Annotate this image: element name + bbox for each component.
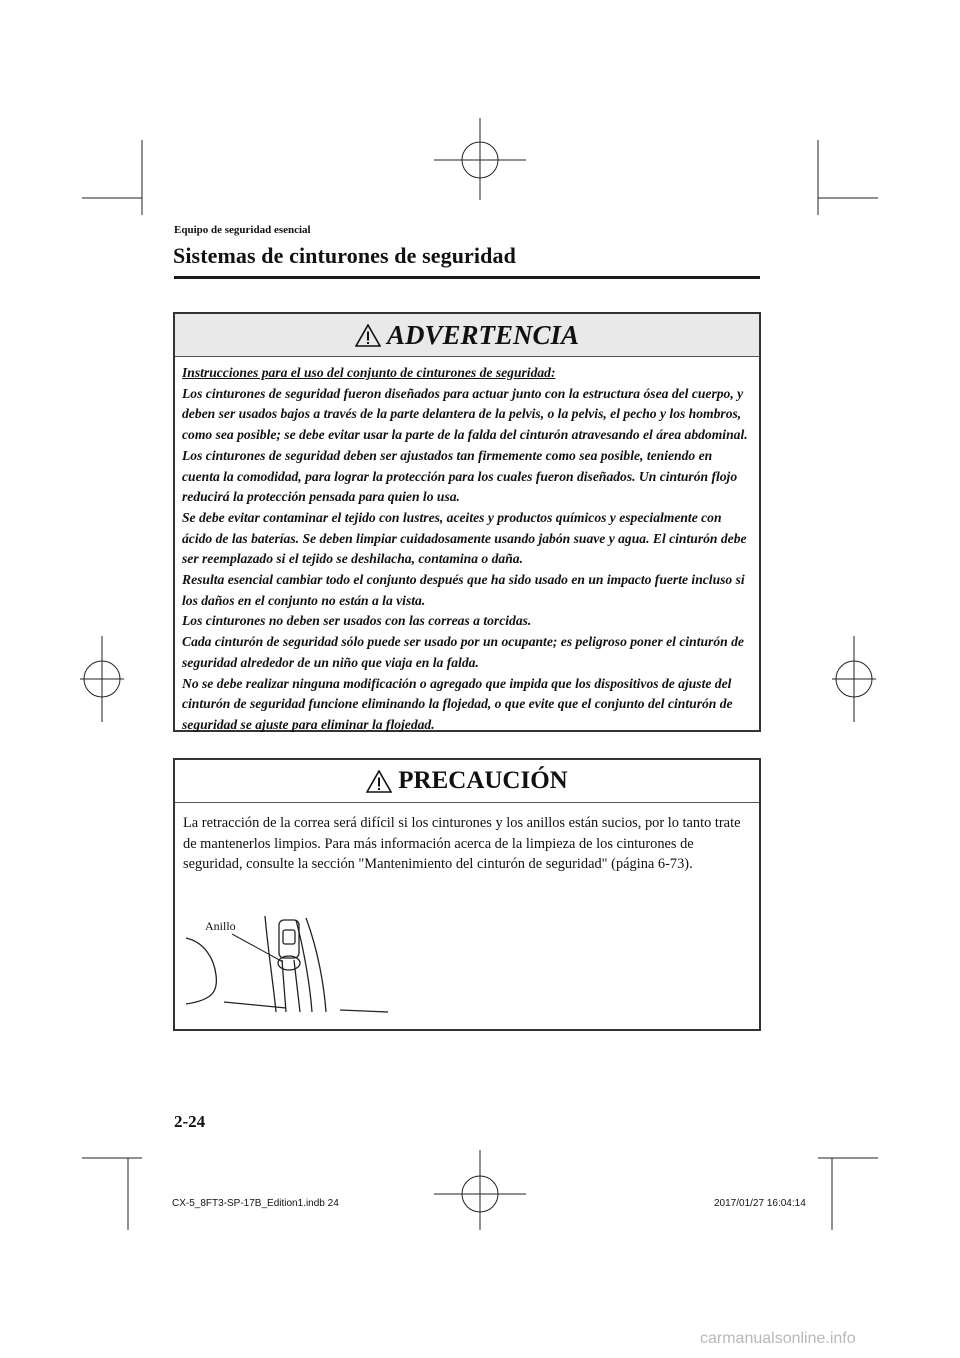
warning-subhead: Instrucciones para el uso del conjunto de cinturones de seguridad: <box>182 365 556 380</box>
page-number: 2-24 <box>174 1112 206 1131</box>
warning-title: ADVERTENCIA <box>386 319 580 350</box>
footer-date-info: 2017/01/27 16:04:14 <box>714 1198 806 1209</box>
warning-paragraph: Se debe evitar contaminar el tejido con lustres, aceites y productos químicos y especialmente con ácido de las baterías. Se deben limpiar cuidadosamente usando jabón suave y agua. El cinturón debe ser reemplazado si el tejido se deshilacha, contamina o daña. <box>182 509 747 567</box>
caution-title: PRECAUCIÓN <box>398 767 568 794</box>
warning-paragraph: Resulta esencial cambiar todo el conjunto después que ha sido usado en un impacto fuerte incluso si los daños en el conjunto no están a la vista. <box>182 572 745 608</box>
warning-paragraph: Los cinturones de seguridad fueron diseñados para actuar junto con la estructura ósea del cuerpo, y deben ser usados bajos a través de la parte delantera de la pelvis, o la pelvis, el pecho y los hombros, como sea posible; se debe evitar usar la parte de la falda del cinturón atravesando el área abdominal. <box>182 385 748 443</box>
caution-text: La retracción de la correa será difícil si los cinturones y los anillos están sucios, por lo tanto trate de mantenerlos limpios. Para más información acerca de la limpieza de los cinturones de seguridad, consulte la sección "Mantenimiento del cinturón de seguridad" (página 6-73). <box>183 815 741 872</box>
warning-box <box>173 312 761 732</box>
warning-paragraph: Los cinturones no deben ser usados con las correas a torcidas. <box>182 613 532 629</box>
warning-paragraph: No se debe realizar ninguna modificación o agregado que impida que los dispositivos de ajuste del cinturón de seguridad funcione eliminando la flojedad, o que evite que el conjunto del cinturón de seguridad se ajuste para eliminar la flojedad. <box>182 675 733 732</box>
title-rule <box>174 276 760 279</box>
caution-box <box>173 758 761 1031</box>
warning-triangle-icon <box>355 324 381 347</box>
warning-paragraph: Cada cinturón de seguridad sólo puede ser usado por un ocupante; es peligroso poner el cinturón de seguridad alrededor de un niño que viaja en la falda. <box>182 634 744 670</box>
warning-body <box>175 357 759 736</box>
caution-header <box>175 760 759 803</box>
warning-header <box>175 314 759 357</box>
warning-triangle-icon <box>366 770 392 793</box>
warning-paragraph: Los cinturones de seguridad deben ser ajustados tan firmemente como sea posible, teniendo en cuenta la comodidad, para lograr la protección para los cuales fueron diseñados. Un cinturón flojo reducirá la protección pensada para quien lo usa. <box>182 447 738 505</box>
watermark: carmanualsonline.info <box>700 1330 856 1347</box>
caution-body <box>175 803 759 875</box>
figure-label-ring: Anillo <box>205 919 236 933</box>
section-label: Equipo de seguridad esencial <box>174 224 311 236</box>
footer-file-info: CX-5_8FT3-SP-17B_Edition1.indb 24 <box>172 1198 339 1209</box>
page-title: Sistemas de cinturones de seguridad <box>173 243 516 268</box>
